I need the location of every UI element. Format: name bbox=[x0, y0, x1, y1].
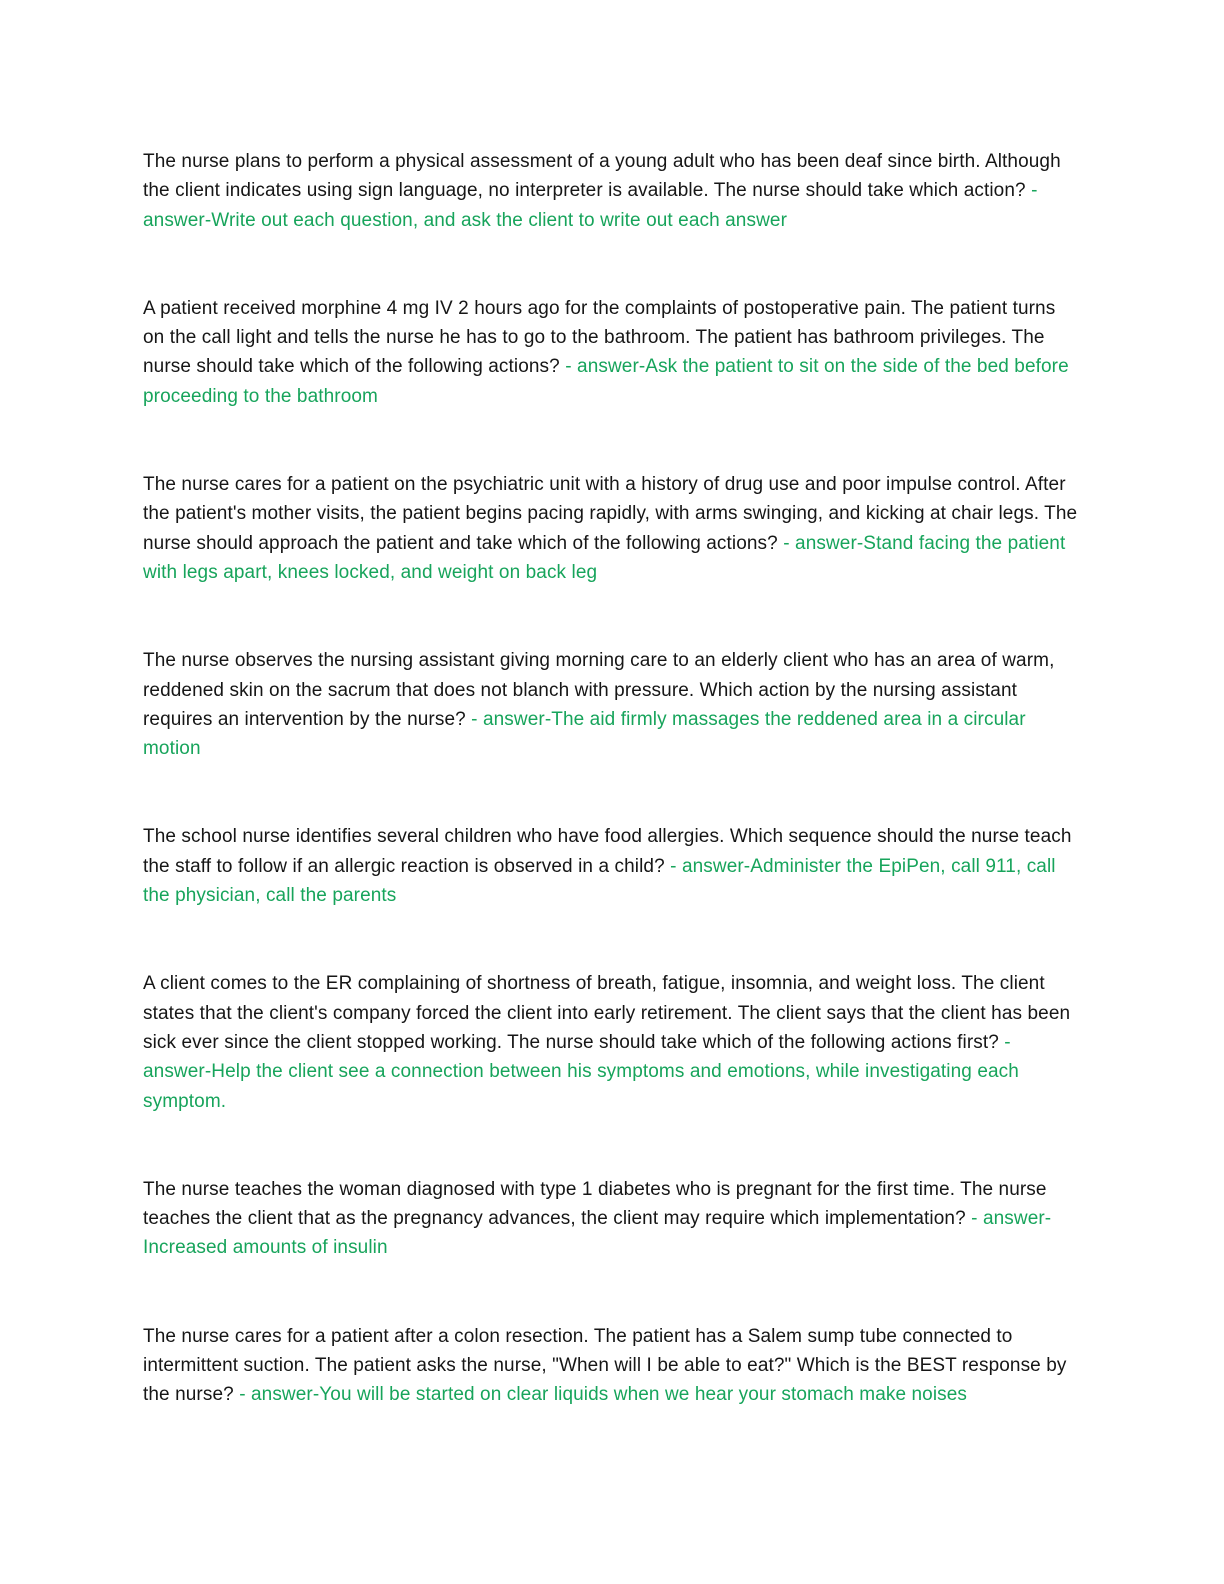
qa-item bbox=[143, 147, 1081, 235]
question-text: The nurse teaches the woman diagnosed with type 1 diabetes who is pregnant for the first time. The nurse teaches the client that as the pregnancy advances, the client may require which implementation? bbox=[143, 1178, 1047, 1230]
qa-item bbox=[143, 646, 1081, 763]
qa-item bbox=[143, 470, 1081, 587]
qa-item bbox=[143, 294, 1081, 411]
question-text: The nurse cares for a patient on the psychiatric unit with a history of drug use and poor impulse control. After the patient's mother visits, the patient begins pacing rapidly, with arms swinging, and kicking at chair legs. The nurse should approach the patient and take which of the following actions? bbox=[143, 474, 1078, 554]
answer-text: - answer-The aid firmly massages the reddened area in a circular motion bbox=[143, 708, 1026, 760]
question-text: A client comes to the ER complaining of shortness of breath, fatigue, insomnia, and weight loss. The client states that the client's company forced the client into early retirement. The client says that the client has been sick ever since the client stopped working. The nurse should take which of the following actions first? bbox=[143, 973, 1071, 1053]
answer-text: - answer-Increased amounts of insulin bbox=[143, 1208, 1052, 1259]
question-text: The nurse plans to perform a physical assessment of a young adult who has been deaf since birth. Although the client indicates using sign language, no interpreter is available. The nurse should take which action? bbox=[143, 151, 1061, 202]
question-text: The nurse cares for a patient after a colon resection. The patient has a Salem sump tube connected to intermittent suction. The patient asks the nurse, "When will I be able to eat?" Which is the BEST response by the nurse? bbox=[143, 1325, 1067, 1406]
answer-text: - answer-Help the client see a connection between his symptoms and emotions, while investigating each symptom. bbox=[143, 1031, 1019, 1112]
qa-item bbox=[143, 1175, 1081, 1263]
answer-text: - answer-Administer the EpiPen, call 911, call the physician, call the parents bbox=[143, 855, 1056, 907]
question-text: The nurse observes the nursing assistant giving morning care to an elderly client who has an area of warm, reddened skin on the sacrum that does not blanch with pressure. Which action by the nursing assistant requires an intervention by the nurse? bbox=[143, 650, 1055, 730]
answer-text: - answer-You will be started on clear liquids when we hear your stomach make noises bbox=[239, 1384, 968, 1406]
question-text: A patient received morphine 4 mg IV 2 hours ago for the complaints of postoperative pain. The patient turns on the call light and tells the nurse he has to go to the bathroom. The patient has bathroom privileges. The nurse should take which of the following actions? bbox=[143, 297, 1056, 378]
qa-item bbox=[143, 1322, 1081, 1410]
question-text: The school nurse identifies several children who have food allergies. Which sequence should the nurse teach the staff to follow if an allergic reaction is observed in a child? bbox=[143, 826, 1072, 877]
answer-text: - answer-Ask the patient to sit on the side of the bed before proceeding to the bathroom bbox=[143, 356, 1069, 407]
answer-text: - answer-Stand facing the patient with legs apart, knees locked, and weight on back leg bbox=[143, 532, 1066, 583]
answer-text: - answer-Write out each question, and ask the client to write out each answer bbox=[143, 180, 1038, 231]
qa-item bbox=[143, 822, 1081, 910]
qa-item bbox=[143, 969, 1081, 1115]
